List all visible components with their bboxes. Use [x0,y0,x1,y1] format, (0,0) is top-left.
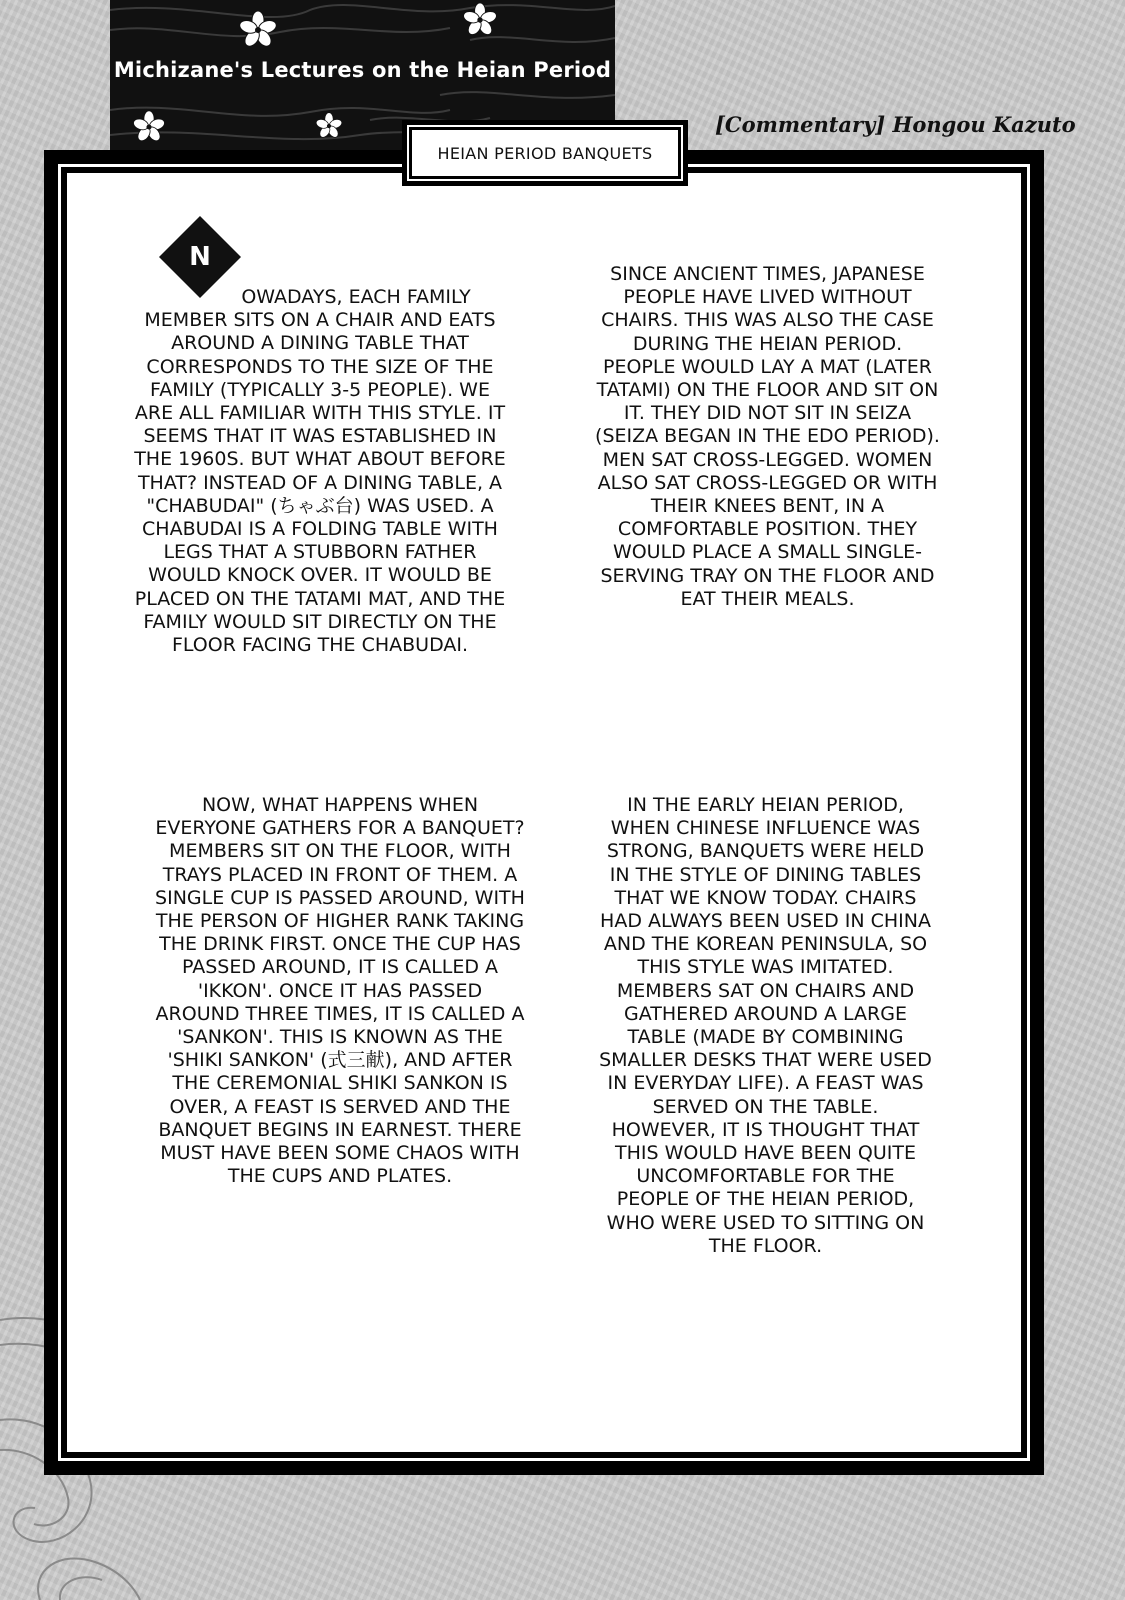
paragraph-1: OWADAYS, EACH FAMILY MEMBER SITS ON A CHAIR AND EATS AROUND A DINING TABLE THAT CORRESPONDS TO THE SIZE OF THE FAMILY (TYPICALLY 3-5 PEOPLE). WE ARE ALL FAMILIAR WITH THIS STYLE. IT SEEMS THAT IT WAS ESTABLISHED IN THE 1960S. BUT WHAT ABOUT BEFORE THAT? INSTEAD OF A DINING TABLE, A "CHABUDAI" (ちゃぶ台) WAS USED. A CHABUDAI IS A FOLDING TABLE WITH LEGS THAT A STUBBORN FATHER WOULD KNOCK OVER. IT WOULD BE PLACED ON THE TATAMI MAT, AND THE FAMILY WOULD SIT DIRECTLY ON THE FLOOR FACING THE CHABUDAI. [134,286,506,657]
commentary-credit: [Commentary] Hongou Kazuto [715,112,1076,137]
sakura-icon [462,2,498,38]
paragraph-4: IN THE EARLY HEIAN PERIOD, WHEN CHINESE INFLUENCE WAS STRONG, BANQUETS WERE HELD IN THE STYLE OF DINING TABLES THAT WE KNOW TODAY. CHAIRS HAD ALWAYS BEEN USED IN CHINA AND THE KOREAN PENINSULA, SO THIS STYLE WAS IMITATED. MEMBERS SAT ON CHAIRS AND GATHERED AROUND A LARGE TABLE (MADE BY COMBINING SMALLER DESKS THAT WERE USED IN EVERYDAY LIFE). A FEAST WAS SERVED ON THE TABLE. HOWEVER, IT IS THOUGHT THAT THIS WOULD HAVE BEEN QUITE UNCOMFORTABLE FOR THE PEOPLE OF THE HEIAN PERIOD, WHO WERE USED TO SITTING ON THE FLOOR. [599,794,932,1257]
section-label-box [402,120,688,186]
page-title: Michizane's Lectures on the Heian Period [113,58,612,82]
sakura-icon [315,112,343,140]
dropcap [161,218,239,296]
paragraph-3: NOW, WHAT HAPPENS WHEN EVERYONE GATHERS FOR A BANQUET? MEMBERS SIT ON THE FLOOR, WITH TRAYS PLACED IN FRONT OF THEM. A SINGLE CUP IS PASSED AROUND, WITH THE PERSON OF HIGHER RANK TAKING THE DRINK FIRST. ONCE THE CUP HAS PASSED AROUND, IT IS CALLED A 'IKKON'. ONCE IT HAS PASSED AROUND THREE TIMES, IT IS CALLED A 'SANKON'. THIS IS KNOWN AS THE 'SHIKI SANKON' (式三献), AND AFTER THE CEREMONIAL SHIKI SANKON IS OVER, A FEAST IS SERVED AND THE BANQUET BEGINS IN EARNEST. THERE MUST HAVE BEEN SOME CHAOS WITH THE CUPS AND PLATES. [155,794,525,1188]
paragraph-2: SINCE ANCIENT TIMES, JAPANESE PEOPLE HAVE LIVED WITHOUT CHAIRS. THIS WAS ALSO THE CASE DURING THE HEIAN PERIOD. PEOPLE WOULD LAY A MAT (LATER TATAMI) ON THE FLOOR AND SIT ON IT. THEY DID NOT SIT IN SEIZA (SEIZA BEGAN IN THE EDO PERIOD). MEN SAT CROSS-LEGGED. WOMEN ALSO SAT CROSS-LEGGED OR WITH THEIR KNEES BENT, IN A COMFORTABLE POSITION. THEY WOULD PLACE A SMALL SINGLE-SERVING TRAY ON THE FLOOR AND EAT THEIR MEALS. [595,263,940,610]
section-label: HEIAN PERIOD BANQUETS [412,130,678,176]
dropcap-letter: N [189,242,211,272]
sakura-icon [132,110,166,144]
sakura-icon [238,10,278,50]
